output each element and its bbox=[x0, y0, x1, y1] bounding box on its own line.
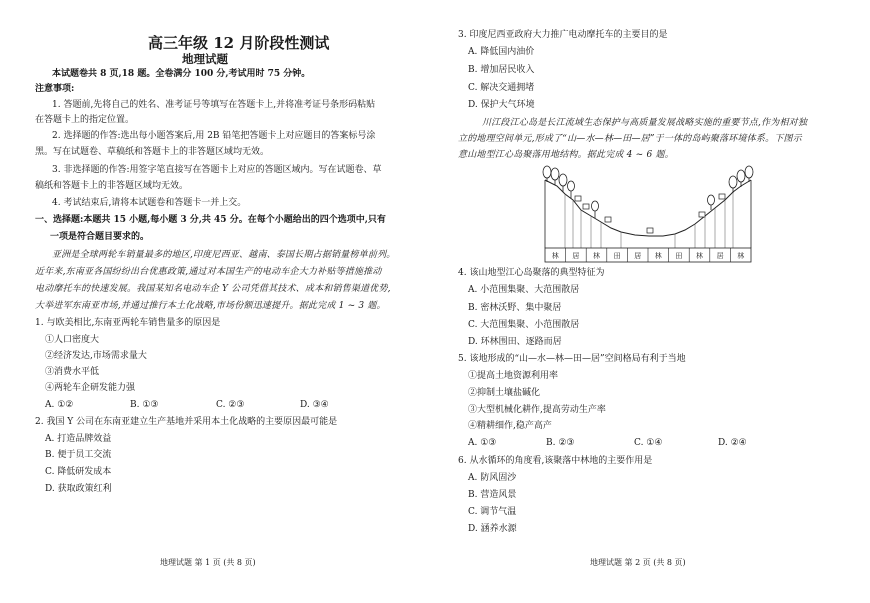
q6-option-a[interactable]: A. 防风固沙 bbox=[468, 473, 517, 483]
passage1-line: 电动摩托车的快速发展。我国某知名电动车企 Y 公司凭借其技术、成本和销售渠道优势, bbox=[35, 284, 391, 294]
band-label: 林 bbox=[654, 252, 662, 260]
exam-title: 高三年级 12 月阶段性测试 bbox=[148, 34, 330, 52]
note-line: 黑。写在试题卷、草稿纸和答题卡上的非答题区域均无效。 bbox=[35, 147, 270, 157]
q6-option-c[interactable]: C. 调节气温 bbox=[468, 507, 517, 517]
passage2-line: 川江段江心岛是长江流域生态保护与高质量发展战略实施的重要节点,作为相对独 bbox=[482, 118, 808, 128]
q6-option-d[interactable]: D. 涵养水源 bbox=[468, 524, 517, 534]
page-right bbox=[435, 0, 870, 603]
house-icon bbox=[647, 194, 725, 233]
q4-option-c[interactable]: C. 大范围集聚、小范围散居 bbox=[468, 320, 580, 330]
q4-option-b[interactable]: B. 密林沃野、集中聚居 bbox=[468, 303, 562, 313]
band-label: 居 bbox=[716, 252, 724, 260]
q2-option-c[interactable]: C. 降低研发成本 bbox=[45, 467, 112, 477]
note-line: 稿纸和答题卡上的非答题区域均无效。 bbox=[35, 181, 189, 191]
q1-option-b[interactable]: B. ①③ bbox=[130, 400, 159, 410]
page-footer-left: 地理试题 第 1 页 (共 8 页) bbox=[160, 558, 256, 567]
passage1-line: 大举进军东南亚市场,并通过推行本土化战略,市场份额迅速提升。据此完成 1 ~ 3 题。 bbox=[35, 301, 386, 311]
q1-item: ③消费水平低 bbox=[45, 367, 100, 377]
q5-item: ①提高土地资源利用率 bbox=[468, 371, 559, 381]
q1-item: ②经济发达,市场需求量大 bbox=[45, 351, 147, 361]
q5-item: ④精耕细作,稳产高产 bbox=[468, 421, 552, 431]
q5-option-a[interactable]: A. ①③ bbox=[468, 438, 497, 448]
note-line: 4. 考试结束后,请将本试题卷和答题卡一并上交。 bbox=[52, 198, 247, 208]
note-line: 3. 非选择题的作答:用签字笔直接写在答题卡上对应的答题区域内。写在试题卷、草 bbox=[52, 165, 382, 175]
q4-option-a[interactable]: A. 小范围集聚、大范围散居 bbox=[468, 285, 580, 295]
passage2-line: 意山地型江心岛聚落用地结构。据此完成 4 ~ 6 题。 bbox=[458, 150, 674, 160]
passage1-line: 近年来,东南亚各国纷纷出台优惠政策,通过对本国生产的电动车企大力补贴等措施推动 bbox=[35, 267, 382, 277]
note-line: 2. 选择题的作答:选出每小题答案后,用 2B 铅笔把答题卡上对应题目的答案标号涂 bbox=[52, 131, 376, 141]
q2-option-a[interactable]: A. 打造品牌效益 bbox=[45, 434, 112, 444]
band-label: 居 bbox=[572, 252, 580, 260]
q1-option-c[interactable]: C. ②③ bbox=[216, 400, 245, 410]
q5-item: ②抑制土壤盐碱化 bbox=[468, 388, 541, 398]
q1-option-a[interactable]: A. ①② bbox=[45, 400, 74, 410]
section-heading: 一、选择题:本题共 15 小题,每小题 3 分,共 45 分。在每个小题给出的四个选项中,只有 bbox=[35, 215, 386, 225]
band-label: 林 bbox=[551, 252, 559, 260]
exam-info: 本试题卷共 8 页,18 题。全卷满分 100 分,考试用时 75 分钟。 bbox=[52, 69, 311, 79]
band-label: 田 bbox=[613, 252, 621, 260]
page-footer-right: 地理试题 第 2 页 (共 8 页) bbox=[590, 558, 686, 567]
q2-stem: 2. 我国 Y 公司在东南亚建立生产基地并采用本土化战略的主要原因最可能是 bbox=[35, 417, 338, 427]
q2-option-b[interactable]: B. 便于员工交流 bbox=[45, 450, 112, 460]
passage2-line: 立的地理空间单元,形成了“山—水—林—田—居”于一体的岛屿聚落环境体系。下图示 bbox=[458, 134, 802, 144]
q5-option-c[interactable]: C. ①④ bbox=[634, 438, 663, 448]
q6-option-b[interactable]: B. 营造风景 bbox=[468, 490, 517, 500]
island-landuse-diagram bbox=[535, 160, 765, 265]
note-line: 在答题卡上的指定位置。 bbox=[35, 115, 135, 125]
q1-item: ①人口密度大 bbox=[45, 335, 100, 345]
passage1-line: 亚洲是全球两轮车销量最多的地区,印度尼西亚、越南、泰国长期占据销量榜单前列。 bbox=[52, 250, 396, 260]
q2-option-d[interactable]: D. 获取政策红利 bbox=[45, 484, 112, 494]
q3-option-a[interactable]: A. 降低国内油价 bbox=[468, 47, 535, 57]
tree-icon bbox=[543, 166, 599, 218]
q4-stem: 4. 该山地型江心岛聚落的典型特征为 bbox=[458, 268, 605, 278]
q6-stem: 6. 从水循环的角度看,该聚落中林地的主要作用是 bbox=[458, 456, 653, 466]
q4-option-d[interactable]: D. 环林围田、逐路而居 bbox=[468, 337, 562, 347]
q5-stem: 5. 该地形成的“山—水—林—田—居”空间格局有利于当地 bbox=[458, 354, 686, 364]
q3-option-c[interactable]: C. 解决交通拥堵 bbox=[468, 83, 535, 93]
band-label: 田 bbox=[675, 252, 683, 260]
q3-option-b[interactable]: B. 增加居民收入 bbox=[468, 65, 535, 75]
band-label: 居 bbox=[634, 252, 642, 260]
exam-subject: 地理试题 bbox=[182, 52, 228, 66]
q3-stem: 3. 印度尼西亚政府大力推广电动摩托车的主要目的是 bbox=[458, 30, 668, 40]
band-label: 林 bbox=[737, 252, 745, 260]
q5-option-b[interactable]: B. ②③ bbox=[546, 438, 575, 448]
band-label: 林 bbox=[593, 252, 600, 260]
q3-option-d[interactable]: D. 保护大气环境 bbox=[468, 100, 535, 110]
tree-icon bbox=[708, 166, 754, 210]
hill-profile bbox=[545, 180, 751, 236]
section-heading-cont: 一项是符合题目要求的。 bbox=[50, 232, 150, 242]
q1-stem: 1. 与欧美相比,东南亚两轮车销售量多的原因是 bbox=[35, 318, 221, 328]
band-label: 林 bbox=[696, 252, 703, 260]
notes-heading: 注意事项: bbox=[35, 84, 75, 94]
q5-item: ③大型机械化耕作,提高劳动生产率 bbox=[468, 405, 606, 415]
q1-option-d[interactable]: D. ③④ bbox=[300, 400, 329, 410]
q1-item: ④两轮车企研发能力强 bbox=[45, 383, 136, 393]
q5-option-d[interactable]: D. ②④ bbox=[718, 438, 747, 448]
note-line: 1. 答题前,先将自己的姓名、准考证号等填写在答题卡上,并将准考证号条形码粘贴 bbox=[52, 100, 376, 110]
